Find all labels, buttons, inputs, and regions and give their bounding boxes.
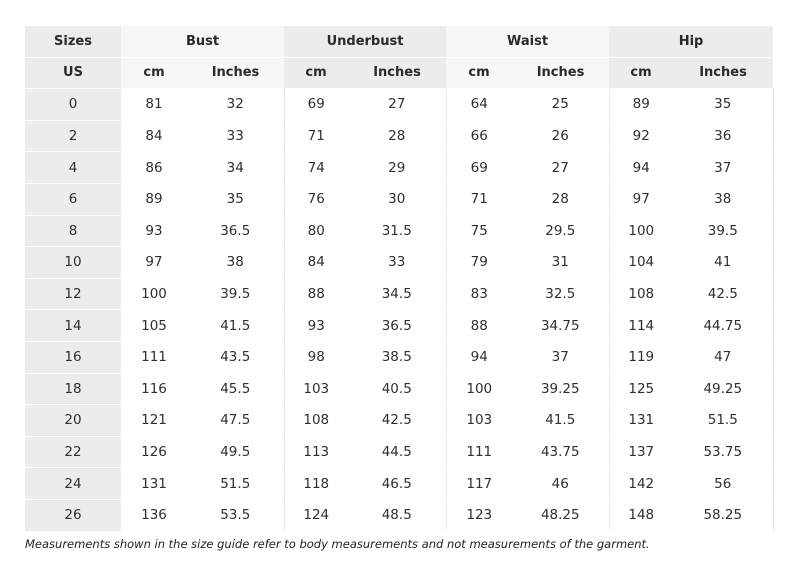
bust-cm-cell: 111	[121, 341, 187, 373]
waist-cm-cell: 117	[446, 468, 512, 500]
bust-inches-cell: 47.5	[187, 405, 284, 437]
hip-cm-cell: 92	[609, 120, 673, 152]
hip-inches-cell: 53.75	[673, 436, 773, 468]
underbust-cm-cell: 98	[284, 341, 348, 373]
underbust-cm-cell: 74	[284, 152, 348, 184]
size-cell: 2	[25, 120, 121, 152]
hip-inches-cell: 49.25	[673, 373, 773, 405]
table-row	[25, 436, 773, 468]
underbust-inches-cell: 48.5	[348, 499, 446, 531]
underbust-inches-cell: 36.5	[348, 310, 446, 342]
size-cell: 16	[25, 341, 121, 373]
waist-inches-cell: 29.5	[512, 215, 609, 247]
bust-cm-cell: 89	[121, 183, 187, 215]
underbust-cm-cell: 71	[284, 120, 348, 152]
table-row	[25, 310, 773, 342]
waist-cm-cell: 100	[446, 373, 512, 405]
waist-cm-cell: 103	[446, 405, 512, 437]
hip-inches-cell: 44.75	[673, 310, 773, 342]
underbust-inches-cell: 42.5	[348, 405, 446, 437]
waist-cm-cell: 64	[446, 89, 512, 121]
underbust-cm-cell: 88	[284, 278, 348, 310]
group-header-row	[25, 26, 773, 57]
waist-inches-cell: 43.75	[512, 436, 609, 468]
bust-inches-cell: 51.5	[187, 468, 284, 500]
hip-inches-cell: 38	[673, 183, 773, 215]
footnote: Measurements shown in the size guide refer to body measurements and not measurements of the garment.	[25, 537, 650, 551]
underbust-cm-cell: 118	[284, 468, 348, 500]
underbust-cm-cell: 103	[284, 373, 348, 405]
size-cell: 12	[25, 278, 121, 310]
hip-inches-cell: 51.5	[673, 405, 773, 437]
waist-inches-cell: 26	[512, 120, 609, 152]
underbust-inches-cell: 44.5	[348, 436, 446, 468]
bust-cm-cell: 121	[121, 405, 187, 437]
waist-inches-cell: 25	[512, 89, 609, 121]
size-chart-table	[25, 26, 774, 532]
bust-inches-cell: 36.5	[187, 215, 284, 247]
hip-inches-cell: 36	[673, 120, 773, 152]
bust-inches-cell: 33	[187, 120, 284, 152]
hip-cm-cell: 125	[609, 373, 673, 405]
underbust-header: Underbust	[284, 26, 446, 57]
bust-inches-cell: 45.5	[187, 373, 284, 405]
waist-cm-cell: 111	[446, 436, 512, 468]
waist-cm-cell: 66	[446, 120, 512, 152]
bust-cm-cell: 86	[121, 152, 187, 184]
underbust-inches-cell: 38.5	[348, 341, 446, 373]
waist-inches-cell: 28	[512, 183, 609, 215]
table-row	[25, 405, 773, 437]
hip-inches-cell: 35	[673, 89, 773, 121]
table-row	[25, 247, 773, 279]
bust-cm-cell: 131	[121, 468, 187, 500]
hip-cm-cell: 104	[609, 247, 673, 279]
waist-inches-header: Inches	[512, 57, 609, 89]
bust-inches-cell: 41.5	[187, 310, 284, 342]
bust-inches-cell: 35	[187, 183, 284, 215]
underbust-cm-cell: 80	[284, 215, 348, 247]
bust-cm-cell: 81	[121, 89, 187, 121]
waist-cm-header: cm	[446, 57, 512, 89]
sizes-header: Sizes	[25, 26, 121, 57]
underbust-inches-cell: 46.5	[348, 468, 446, 500]
waist-cm-cell: 88	[446, 310, 512, 342]
waist-cm-cell: 71	[446, 183, 512, 215]
table-row	[25, 120, 773, 152]
hip-cm-cell: 148	[609, 499, 673, 531]
bust-cm-cell: 100	[121, 278, 187, 310]
size-table-body	[25, 89, 773, 531]
table-row	[25, 278, 773, 310]
waist-inches-cell: 34.75	[512, 310, 609, 342]
bust-cm-cell: 97	[121, 247, 187, 279]
hip-cm-cell: 89	[609, 89, 673, 121]
hip-cm-cell: 114	[609, 310, 673, 342]
hip-inches-cell: 56	[673, 468, 773, 500]
underbust-cm-cell: 84	[284, 247, 348, 279]
waist-cm-cell: 75	[446, 215, 512, 247]
underbust-cm-cell: 69	[284, 89, 348, 121]
hip-cm-cell: 94	[609, 152, 673, 184]
underbust-inches-cell: 31.5	[348, 215, 446, 247]
waist-inches-cell: 48.25	[512, 499, 609, 531]
underbust-inches-cell: 33	[348, 247, 446, 279]
waist-cm-cell: 123	[446, 499, 512, 531]
bust-cm-cell: 116	[121, 373, 187, 405]
size-cell: 8	[25, 215, 121, 247]
bust-inches-cell: 34	[187, 152, 284, 184]
underbust-inches-cell: 40.5	[348, 373, 446, 405]
waist-cm-cell: 69	[446, 152, 512, 184]
us-header: US	[25, 57, 121, 89]
hip-cm-cell: 131	[609, 405, 673, 437]
hip-cm-cell: 137	[609, 436, 673, 468]
hip-inches-cell: 41	[673, 247, 773, 279]
bust-inches-cell: 39.5	[187, 278, 284, 310]
hip-inches-cell: 42.5	[673, 278, 773, 310]
bust-inches-header: Inches	[187, 57, 284, 89]
waist-inches-cell: 37	[512, 341, 609, 373]
underbust-cm-cell: 76	[284, 183, 348, 215]
hip-cm-cell: 100	[609, 215, 673, 247]
hip-cm-cell: 119	[609, 341, 673, 373]
underbust-cm-cell: 93	[284, 310, 348, 342]
underbust-inches-cell: 28	[348, 120, 446, 152]
unit-header-row	[25, 57, 773, 89]
underbust-inches-cell: 29	[348, 152, 446, 184]
bust-cm-cell: 126	[121, 436, 187, 468]
waist-cm-cell: 79	[446, 247, 512, 279]
waist-inches-cell: 41.5	[512, 405, 609, 437]
waist-inches-cell: 27	[512, 152, 609, 184]
bust-cm-cell: 136	[121, 499, 187, 531]
size-cell: 22	[25, 436, 121, 468]
bust-inches-cell: 53.5	[187, 499, 284, 531]
bust-inches-cell: 43.5	[187, 341, 284, 373]
size-cell: 24	[25, 468, 121, 500]
underbust-inches-header: Inches	[348, 57, 446, 89]
table-row	[25, 152, 773, 184]
table-row	[25, 341, 773, 373]
table-row	[25, 183, 773, 215]
hip-inches-cell: 37	[673, 152, 773, 184]
size-cell: 14	[25, 310, 121, 342]
table-row	[25, 499, 773, 531]
hip-inches-cell: 39.5	[673, 215, 773, 247]
bust-inches-cell: 49.5	[187, 436, 284, 468]
waist-cm-cell: 94	[446, 341, 512, 373]
underbust-inches-cell: 34.5	[348, 278, 446, 310]
underbust-cm-cell: 108	[284, 405, 348, 437]
hip-inches-cell: 47	[673, 341, 773, 373]
bust-cm-cell: 93	[121, 215, 187, 247]
hip-cm-header: cm	[609, 57, 673, 89]
size-cell: 4	[25, 152, 121, 184]
waist-inches-cell: 46	[512, 468, 609, 500]
underbust-cm-cell: 113	[284, 436, 348, 468]
size-cell: 10	[25, 247, 121, 279]
table-row	[25, 468, 773, 500]
waist-cm-cell: 83	[446, 278, 512, 310]
waist-inches-cell: 31	[512, 247, 609, 279]
waist-header: Waist	[446, 26, 609, 57]
size-cell: 20	[25, 405, 121, 437]
waist-inches-cell: 32.5	[512, 278, 609, 310]
underbust-cm-header: cm	[284, 57, 348, 89]
table-row	[25, 89, 773, 121]
table-row	[25, 215, 773, 247]
bust-inches-cell: 32	[187, 89, 284, 121]
size-cell: 6	[25, 183, 121, 215]
underbust-inches-cell: 27	[348, 89, 446, 121]
hip-inches-cell: 58.25	[673, 499, 773, 531]
size-cell: 18	[25, 373, 121, 405]
bust-cm-cell: 84	[121, 120, 187, 152]
underbust-cm-cell: 124	[284, 499, 348, 531]
waist-inches-cell: 39.25	[512, 373, 609, 405]
hip-cm-cell: 108	[609, 278, 673, 310]
hip-cm-cell: 142	[609, 468, 673, 500]
size-cell: 26	[25, 499, 121, 531]
underbust-inches-cell: 30	[348, 183, 446, 215]
table-row	[25, 373, 773, 405]
hip-header: Hip	[609, 26, 773, 57]
bust-cm-header: cm	[121, 57, 187, 89]
hip-cm-cell: 97	[609, 183, 673, 215]
bust-cm-cell: 105	[121, 310, 187, 342]
bust-inches-cell: 38	[187, 247, 284, 279]
bust-header: Bust	[121, 26, 284, 57]
hip-inches-header: Inches	[673, 57, 773, 89]
size-cell: 0	[25, 89, 121, 121]
